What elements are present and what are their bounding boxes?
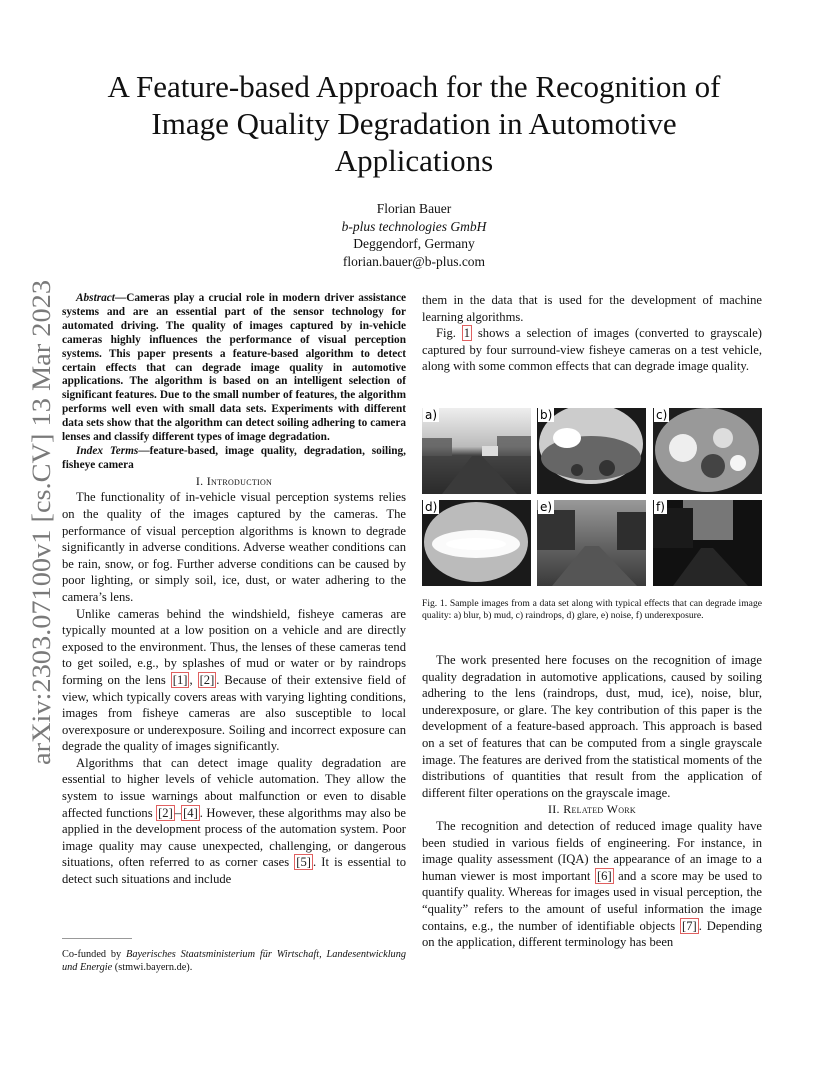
citation-link[interactable]: [4]: [183, 805, 198, 820]
index-terms: [62, 445, 406, 473]
figure-grid: [422, 408, 762, 588]
fig-ref-text-a: Fig.: [436, 326, 462, 341]
citation-link[interactable]: [5]: [296, 855, 311, 870]
section-heading-introduction: [62, 473, 406, 490]
abstract-text: —Cameras play a crucial role in modern driver assistance systems and are an essential part of the sensor technology for automated driving. The quality of images captured by in-vehicle cameras highly influences the performance of visual perception systems. This paper presents a feature-based algorithm to detect certain effects that can degrade image quality in automotive applications. The algorithm is based on an intelligent selection of significant features. Due to the small number of features, the algorithm performs well even with small data sets. Experiments with different data sets show that the algorithm can detect soiling adhering to camera lenses and classify different types of image degradation.: [62, 292, 406, 444]
related-p1-text-b: and a score may be used to quantify quality. Whereas for images used in visual perception, the “quality” refers to the amount of useful information the image contains, e.g., the number of identifiable objects: [422, 868, 762, 933]
author-name: Florian Bauer: [376, 201, 452, 216]
intro-p3-text-c: . It is essential to detect such situations and include: [62, 855, 407, 887]
index-terms-label: Index Terms: [76, 444, 139, 457]
panel-label: c): [656, 408, 668, 422]
section1-number: I.: [195, 473, 204, 488]
figure-panel-noise: [537, 500, 646, 586]
figure-1: [422, 408, 762, 622]
author-location: Deggendorf, Germany: [353, 236, 475, 251]
citation-link[interactable]: [2]: [199, 672, 215, 687]
citation-link[interactable]: [2]: [158, 805, 173, 820]
figure-panel-underexposure: [653, 500, 762, 586]
work-paragraph: The work presented here focuses on the recognition of image quality degradation in automotive applications, caused by soiling adhering to the lens (raindrops, dust, mud, ice), noise, blur, underexposure, or glare. The key contribution of this paper is the development of a feature-based approach. This approach is based on a set of features that can be computed from a single grayscale image. The features are derived from the statistical moments of the distributions of quantities that result from the application of different filter operations on the grayscale image.: [422, 653, 762, 800]
intro-p3-text-b: . However, these algorithms may also be applied in the development process of the automation system. Poor image quality may cause unexpected, challenging, or dangerous situations, often referred to as corner cases: [62, 805, 406, 870]
right-column-top: [422, 292, 762, 375]
panel-label: f): [656, 500, 665, 514]
abstract-label: Abstract: [76, 292, 115, 304]
author-email: florian.bauer@b-plus.com: [342, 253, 486, 269]
index-terms-text: —feature-based, image quality, degradation, soiling, fisheye camera: [62, 444, 406, 471]
panel-label: e): [540, 500, 553, 514]
section2-title: Related Work: [563, 802, 637, 817]
title-line-2: Image Quality Degradation in Automotive: [151, 106, 677, 141]
footnote-lead: Co-funded by: [62, 949, 127, 960]
footnote: [62, 948, 406, 974]
footnote-rule: [62, 938, 132, 939]
title-line-1: A Feature-based Approach for the Recognition of: [107, 69, 721, 104]
right-continuation: them in the data that is used for the development of machine learning algorithms.: [422, 293, 762, 324]
right-column-bottom: [422, 652, 762, 951]
author-affiliation: b-plus technologies GmbH: [341, 218, 487, 234]
left-column: [62, 292, 406, 888]
paper-title: [60, 68, 768, 179]
intro-paragraph-2: [62, 606, 406, 755]
panel-label: b): [540, 408, 553, 422]
figure-panel-mud: [537, 408, 646, 494]
figure-panel-blur: [422, 408, 531, 494]
section2-number: II.: [547, 802, 560, 817]
intro-p2-text-a: Unlike cameras behind the windshield, fisheye cameras are typically mounted at a low position on a vehicle and are directly exposed to the environment. Thus, the lenses of these cameras tend to get soiled, e.g., by splashes of mud or water or by raindrops forming on the lens: [62, 606, 406, 687]
panel-label: d): [425, 500, 438, 514]
citation-link[interactable]: [7]: [682, 918, 697, 933]
fig-ref-text-b: shows a selection of images (converted to grayscale) captured by four surround-view fisheye cameras on a test vehicle, along with some common effects that can degrade image quality.: [422, 326, 762, 374]
intro-paragraph-3: [62, 755, 406, 888]
footnote-funder: Bayerisches Staatsministerium für Wirtschaft, Landesentwicklung und Energie: [62, 949, 406, 973]
citation-link[interactable]: [1]: [172, 672, 188, 687]
footnote-tail: (stmwi.bayern.de).: [112, 962, 193, 973]
section-heading-related-work: [422, 801, 762, 818]
intro-p2-sep: ,: [189, 672, 198, 687]
citation-link[interactable]: [6]: [596, 868, 612, 883]
abstract: [62, 292, 406, 445]
intro-p2-text-b: . Because of their extensive field of view, which typically covers areas with varying lighting conditions, images from fisheye cameras are also susceptible to local overexposure or underexposure. Soiling and incorrect exposure can degrade the quality of images significantly.: [62, 672, 407, 754]
author-block: [214, 200, 614, 270]
figure-caption: Fig. 1. Sample images from a data set along with typical effects that can degrade image quality: a) blur, b) mud, c) raindrops, d) glare, e) noise, f) underexposure.: [422, 598, 762, 621]
figure-link[interactable]: 1: [463, 326, 471, 341]
related-p1-text-c: . Depending on the application, different terminology has been: [422, 918, 762, 950]
arxiv-identifier: [10, 270, 66, 770]
figure-reference-paragraph: [422, 325, 762, 375]
figure-panel-glare: [422, 500, 531, 586]
intro-p3-dash: –: [174, 805, 182, 820]
arxiv-id-text: arXiv:2303.07100v1 [cs.CV] 13 Mar 2023: [27, 320, 56, 765]
related-paragraph-1: [422, 818, 762, 951]
panel-label: a): [425, 408, 438, 422]
intro-p3-text-a: Algorithms that can detect image quality degradation are essential to higher levels of vehicle automation. They allow the system to issue warnings about malfunction or even to disable affected functions: [62, 755, 406, 820]
related-p1-text-a: The recognition and detection of reduced image quality have been studied in various fields of engineering. For instance, in image quality assessment (IQA) the appearance of an image to a human viewer is most important: [422, 818, 762, 883]
title-line-3: Applications: [334, 143, 494, 178]
section1-title: Introduction: [206, 473, 273, 488]
figure-panel-raindrops: [653, 408, 762, 494]
intro-paragraph-1: The functionality of in-vehicle visual perception systems relies on the quality of the images captured by the cameras. The performance of visual perception algorithms is known to degrade significantly in adverse conditions. Adverse weather conditions can be rain, snow, or fog. Further adverse conditions can be caused by poor lighting, or simply soil, ice, dust, or water adhering to the camera’s lens.: [62, 490, 406, 604]
